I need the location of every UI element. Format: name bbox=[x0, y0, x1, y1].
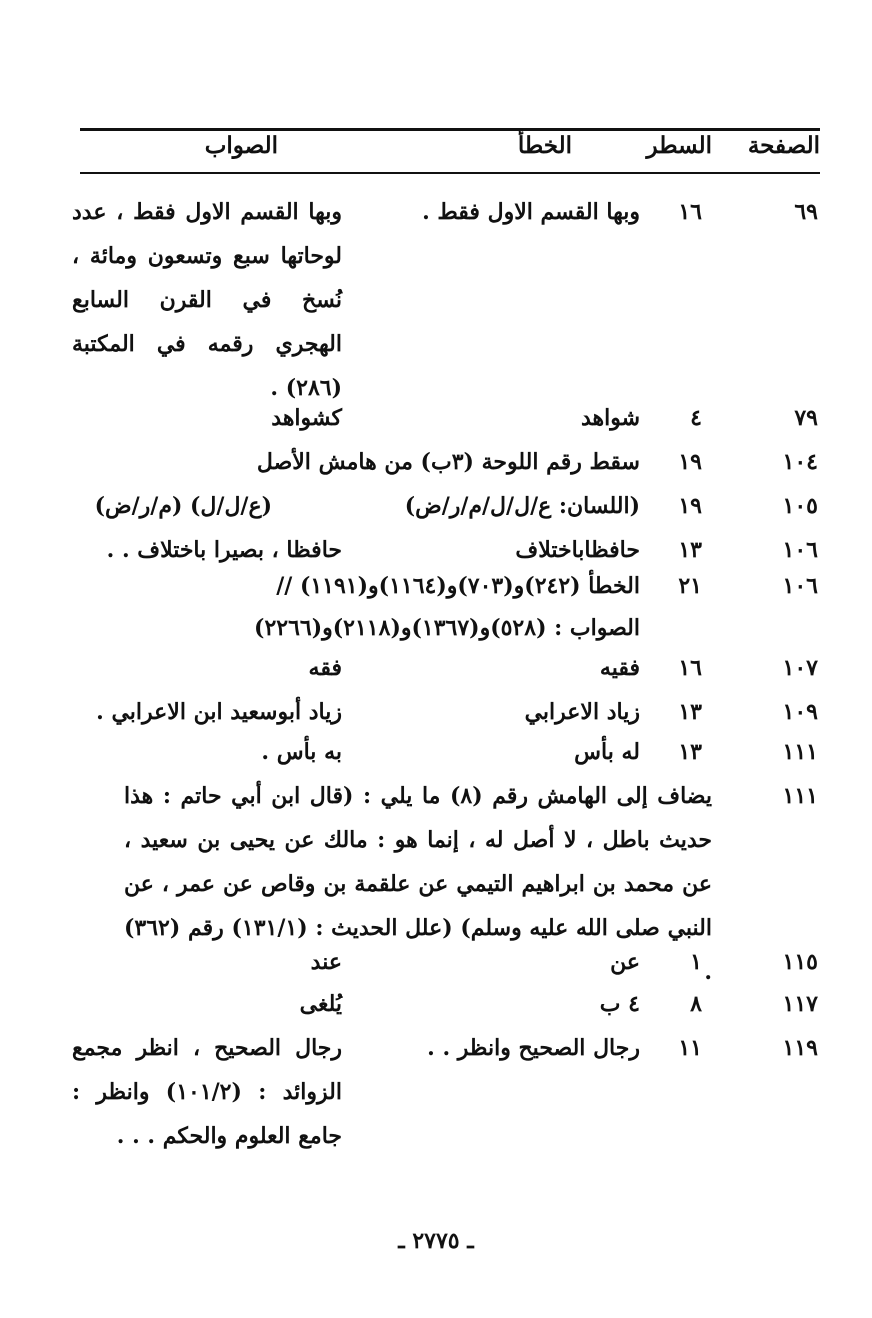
header-page-column: الصفحة bbox=[747, 132, 820, 159]
row-correct: الصواب : (٥٢٨)و(١٣٦٧)و(٢١١٨)و(٢٢٦٦) bbox=[254, 615, 640, 641]
row-page: ١٠٦ bbox=[782, 537, 818, 563]
row-page: ٧٩ bbox=[794, 405, 818, 431]
row-wrong: (اللسان: ع/ل/ل/م/ر/ض) bbox=[404, 493, 640, 519]
row-wrong: حافظاباختلاف bbox=[515, 537, 640, 563]
row-wrong: رجال الصحيح وانظر . . bbox=[427, 1035, 640, 1061]
row-correct: (ع/ل/ل) (م/ر/ض) bbox=[94, 493, 272, 519]
header-line-column: السطر bbox=[646, 132, 712, 159]
row-wrong: عن bbox=[610, 949, 640, 975]
row-page: ١٠٦ bbox=[782, 573, 818, 599]
row-page: ١١١ bbox=[782, 783, 818, 809]
row-wrong: سقط رقم اللوحة (٣ب) من هامش الأصل bbox=[256, 449, 640, 475]
row-line: ١ bbox=[690, 949, 702, 975]
row-correct: وبها القسم الاول فقط ، عدد لوحاتها سبع وتسعون ومائة ، نُسخ في القرن السابع الهجري رقمه في المكتبة (٢٨٦) . bbox=[72, 199, 342, 401]
row-line: ١٣ bbox=[678, 739, 702, 765]
row-wrong: ٤ ب bbox=[599, 991, 640, 1017]
row-line: ١٩ bbox=[678, 493, 702, 519]
row-page: ١١١ bbox=[782, 739, 818, 765]
row-wrong: الخطأ (٢٤٢)و(٧٠٣)و(١١٦٤)و(١١٩١) // bbox=[276, 573, 640, 599]
row-page: ١٠٥ bbox=[782, 493, 818, 519]
page-number: ـ ٢٧٧٥ ـ bbox=[398, 1228, 474, 1254]
row-line: ٤ bbox=[690, 405, 702, 431]
row-correct: عند bbox=[310, 949, 342, 975]
row-page: ١٠٧ bbox=[782, 655, 818, 681]
header-top-rule bbox=[80, 128, 820, 131]
row-wrong: زياد الاعرابي bbox=[524, 699, 640, 725]
row-line: ١٣ bbox=[678, 537, 702, 563]
row-page: ٦٩ bbox=[794, 199, 818, 225]
row-line: ١٦ bbox=[678, 199, 702, 225]
row-wrong: فقيه bbox=[599, 655, 640, 681]
header-wrong-column: الخطأ bbox=[517, 132, 572, 159]
row-correct: به بأس . bbox=[261, 739, 342, 765]
row-wrong: له بأس bbox=[574, 739, 640, 765]
row-correct: حافظا ، بصيرا باختلاف . . bbox=[106, 537, 342, 563]
row-correct: زياد أبوسعيد ابن الاعرابي . bbox=[96, 699, 342, 725]
row-page: ١١٧ bbox=[782, 991, 818, 1017]
row-correct: فقه bbox=[308, 655, 342, 681]
row-line: ١٦ bbox=[678, 655, 702, 681]
row-correct: يُلغى bbox=[299, 991, 342, 1017]
row-line: ١١ bbox=[678, 1035, 702, 1061]
row-line: ١٩ bbox=[678, 449, 702, 475]
row-page: ١١٩ bbox=[782, 1035, 818, 1061]
row-line: ١٣ bbox=[678, 699, 702, 725]
row-correct: رجال الصحيح ، انظر مجمع الزوائد : (١٠١/٢) وانظر : جامع العلوم والحكم . . . bbox=[72, 1035, 342, 1149]
row-note: يضاف إلى الهامش رقم (٨) ما يلي : (قال ابن أبي حاتم : هذا حديث باطل ، لا أصل له ، إنما هو : مالك عن يحيى بن سعيد ، عن محمد بن ابراهيم التيمي عن علقمة بن وقاص عن عمر ، عن النبي صلى الله عليه وسلم) (علل الحديث : (١٣١/١) رقم (٣٦٢) . bbox=[124, 783, 713, 985]
row-page: ١١٥ bbox=[782, 949, 818, 975]
row-wrong: شواهد bbox=[580, 405, 640, 431]
row-page: ١٠٤ bbox=[782, 449, 818, 475]
header-correct-column: الصواب bbox=[204, 132, 278, 159]
row-line: ٢١ bbox=[678, 573, 702, 599]
row-correct: كشواهد bbox=[271, 405, 342, 431]
row-wrong: وبها القسم الاول فقط . bbox=[422, 199, 640, 225]
row-line: ٨ bbox=[690, 991, 702, 1017]
header-bottom-rule bbox=[80, 172, 820, 174]
row-page: ١٠٩ bbox=[782, 699, 818, 725]
